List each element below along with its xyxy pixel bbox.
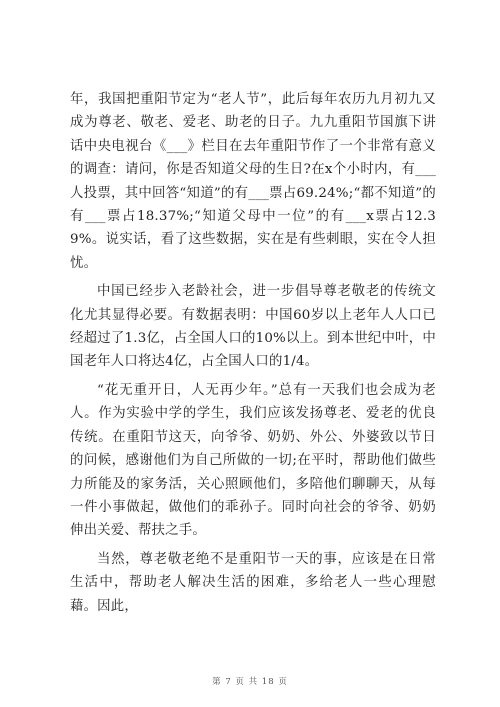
paragraph-daily-life: 当然，尊老敬老绝不是重阳节一天的事，应该是在日常生活中，帮助老人解决生活的困难，多给老人一些心理慰藉。因此，: [70, 551, 436, 614]
paragraph-aging-society: 中国已经步入老龄社会，进一步倡导尊老敬老的传统文化尤其显得必要。有数据表明：中国60岁以上老年人人口已经超过了1.3亿，占全国人口的10%以上。到本世纪中叶，中国老年人口将达4亿，占全国人口的1/4。: [70, 284, 436, 370]
paragraph-respect-elders: “花无重开日，人无再少年。”总有一天我们也会成为老人。作为实验中学的学生，我们应该发扬尊老、爱老的优良传统。在重阳节这天，向爷爷、奶奶、外公、外婆致以节日的问候，感谢他们为自己所做的一切;在平时，帮助他们做些力所能及的家务活，关心照顾他们，多陪他们聊聊天，从每一件小事做起，做他们的乖孙子。同时向社会的爷爷、奶奶伸出关爱、帮扶之手。: [70, 382, 436, 539]
paragraph-survey: 年，我国把重阳节定为“老人节”，此后每年农历九月初九又成为尊老、敬老、爱老、助老的日子。九九重阳节国旗下讲话中央电视台《___》栏目在去年重阳节作了一个非常有意义的调查：请问，你是否知道父母的生日?在x个小时内，有___人投票，其中回答“知道”的有___票占69.24%;“都不知道”的有___票占18.37%;“知道父母中一位”的有___x票占12.39%。说实话，看了这些数据，实在是有些刺眼，实在令人担忧。: [70, 92, 436, 271]
page-number-footer: 第 7 页 共 18 页: [212, 677, 288, 687]
document-body: [70, 88, 436, 623]
